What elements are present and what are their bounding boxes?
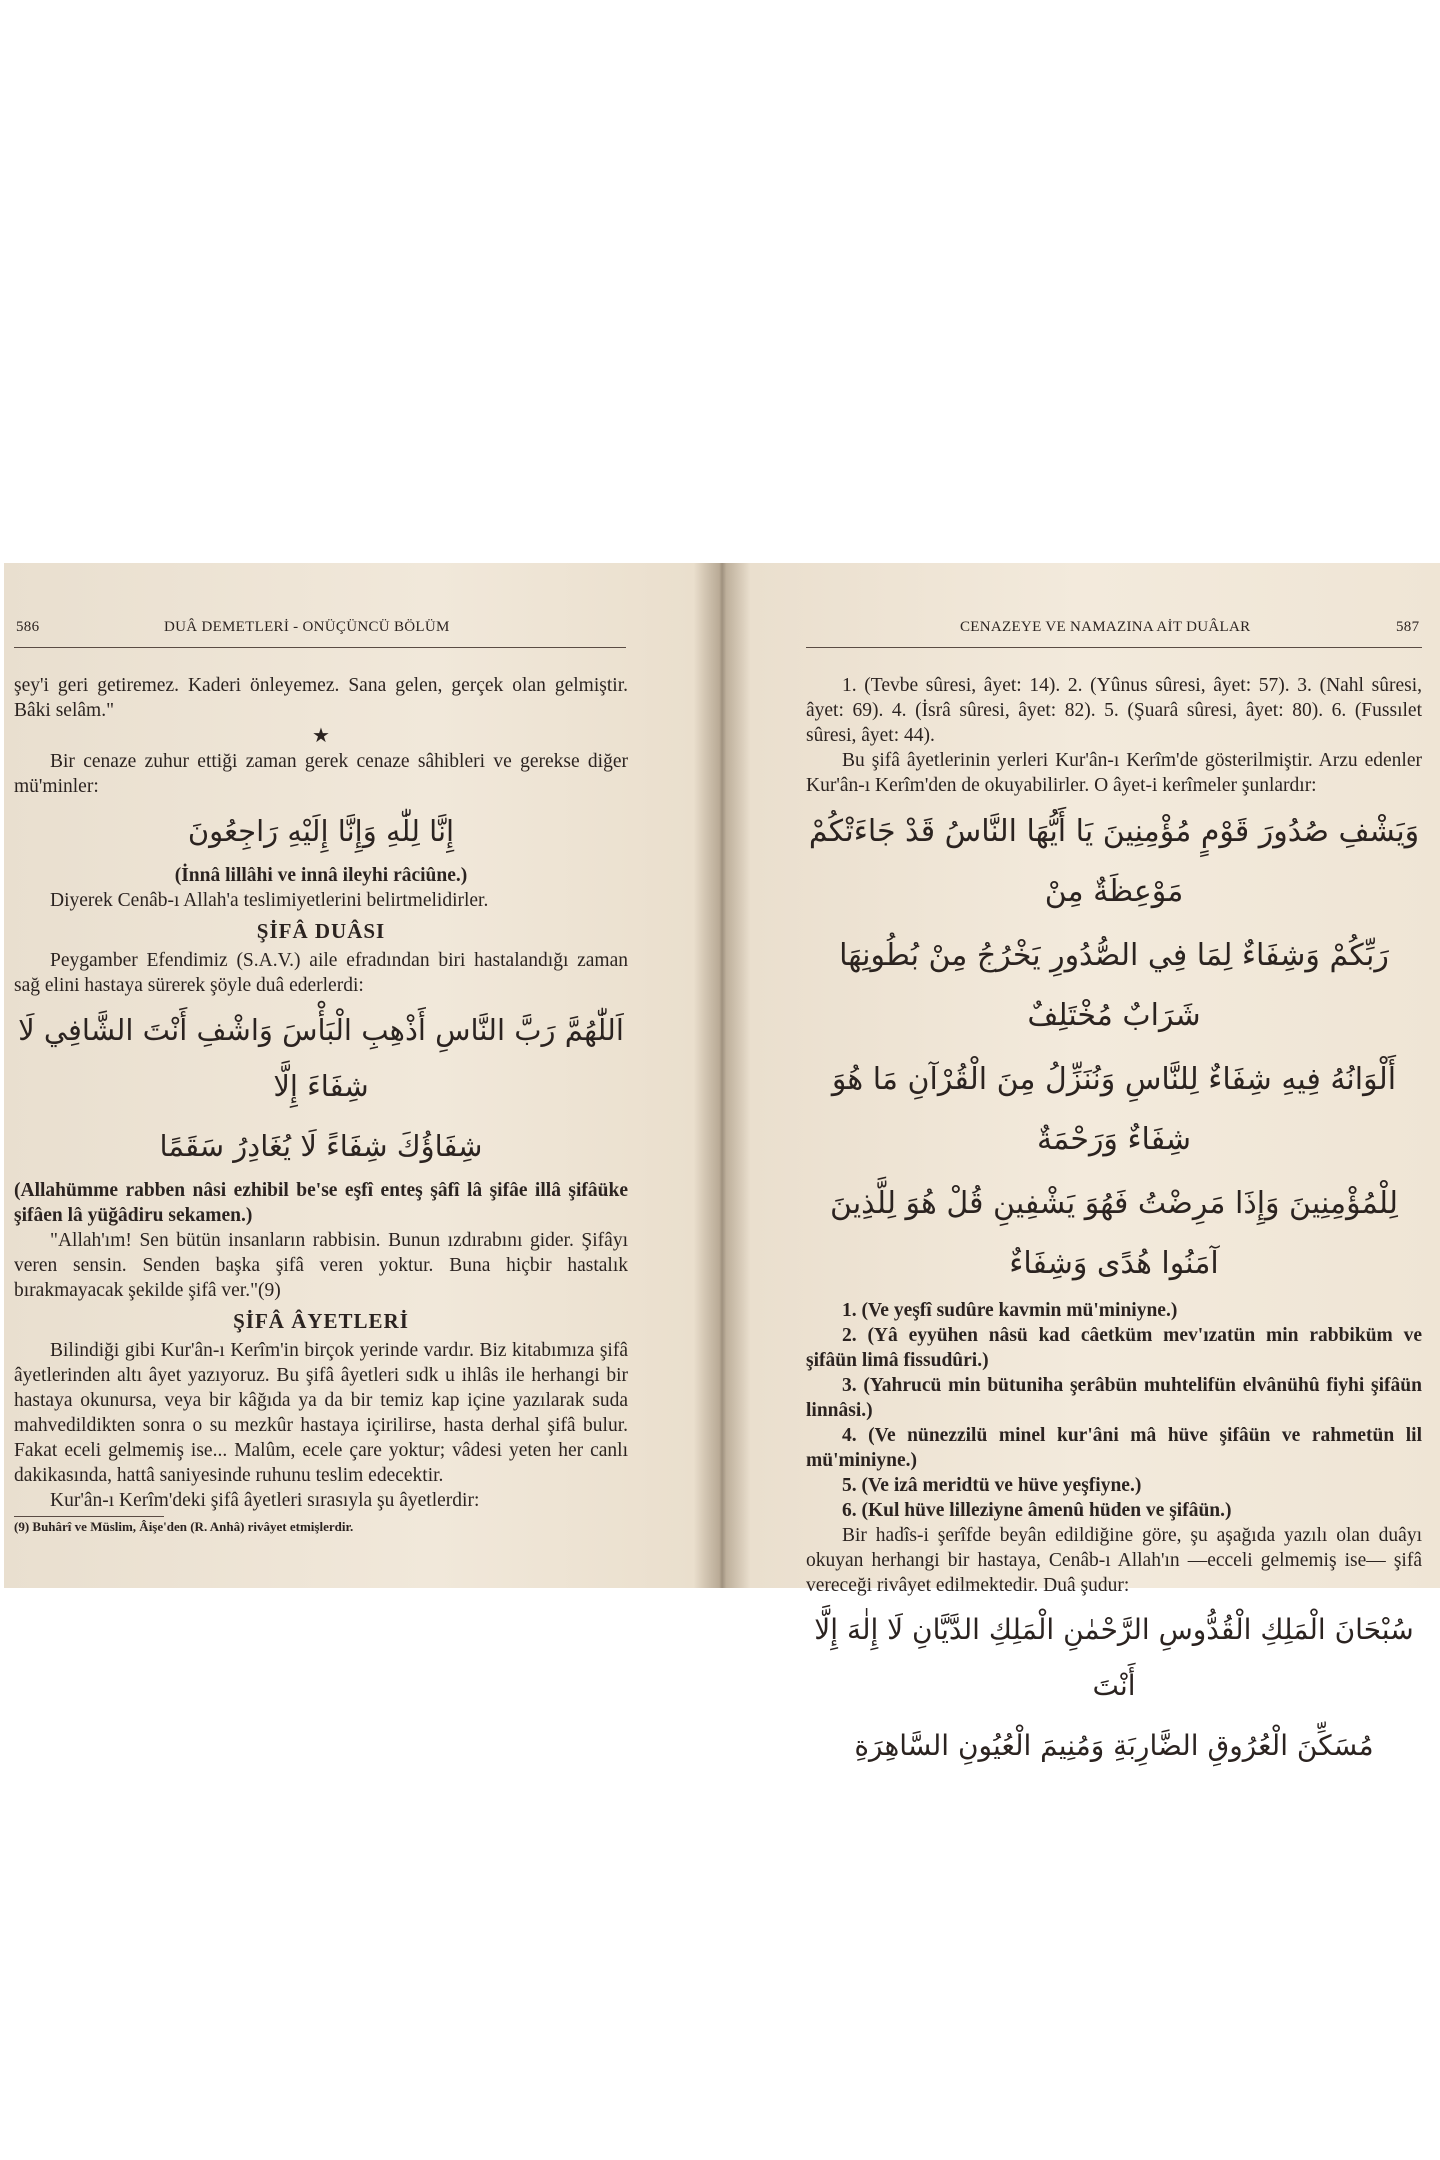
heading-sifa-duasi: ŞİFÂ DUÂSI: [256, 919, 386, 943]
arabic-dua-line-2: مُسَكِّنَ الْعُرُوقِ الضَّارِبَةِ وَمُنِيمَ الْعُيُونِ السَّاهِرَةِ: [854, 1729, 1374, 1762]
right-paragraph-2: Bu şifâ âyetlerinin yerleri Kur'ân-ı Kerîm'de gösterilmiştir. Arzu edenler Kur'ân-ı Kerîm'den de okuyabilirler. O âyet-i kerîmeler şunlardır:: [806, 750, 1422, 796]
footnote-9: (9) Buhârî ve Müslim, Âişe'den (R. Anhâ) rivâyet etmişlerdir.: [14, 1519, 354, 1534]
ayet-transliteration-5: 5. (Ve izâ meridtü ve hüve yeşfiyne.): [842, 1475, 1142, 1496]
arabic-dua-line-1: سُبْحَانَ الْمَلِكِ الْقُدُّوسِ الرَّحْمٰنِ الْمَلِكِ الدَّيَّانِ لَا إِلٰهَ إِلَّا أَنْتَ: [814, 1613, 1414, 1702]
transliteration-1: (İnnâ lillâhi ve innâ ileyhi râciûne.): [174, 865, 468, 886]
ayet-transliteration-3: 3. (Yahrucü min bütuniha şerâbün muhtelifün elvânühû fiyhi şifâün linnâsi.): [806, 1375, 1422, 1421]
left-paragraph-6: Bilindiği gibi Kur'ân-ı Kerîm'in birçok yerinde vardır. Biz kitabımıza şifâ âyetlerinden altı âyet yazıyoruz. Bu şifâ âyetleri sıdk u ihlâs ile herhangi bir hastaya okunursa, veya bir kâğıda ya da bir temiz kap içine yazılarak suda mahvedildikten sonra o su mezkûr hastaya içirilirse, hasta derhal şifâ bulur. Fakat eceli gelmemiş ise... Malûm, ecele çare yoktur; vâdesi yeten her canlı dakikasında, hattâ saniyesinde ruhunu teslim edecektir.: [14, 1340, 628, 1486]
book-spread: [4, 563, 1440, 1762]
star-ornament: ★: [312, 725, 330, 747]
right-paragraph-3: Bir hadîs-i şerîfde beyân edildiğine göre, şu aşağıda yazılı olan duâyı okuyan herhangi bir hastaya, Cenâb-ı Allah'ın —ecceli gelmemiş ise— şifâ vereceği rivâyet edilmektedir. Duâ şudur:: [806, 1525, 1422, 1596]
ayet-transliteration-1: 1. (Ve yeşfî sudûre kavmin mü'miniyne.): [842, 1300, 1178, 1321]
right-running-header: CENAZEYE VE NAMAZINA AİT DUÂLAR: [960, 619, 1251, 635]
transliteration-2: (Allahümme rabben nâsi ezhibil be'se eşfî enteş şâfî lâ şifâe illâ şifâüke şifâen lâ yüğâdiru sekamen.): [14, 1180, 628, 1226]
right-page-number: 587: [1396, 619, 1420, 635]
left-paragraph-1: şey'i geri getiremez. Kaderi önleyemez. Sana gelen, gerçek olan gelmiştir. Bâki selâm.": [14, 675, 628, 721]
left-paragraph-4: Peygamber Efendimiz (S.A.V.) aile efradından biri hastalandığı zaman sağ elini hastaya sürerek şöyle duâ ederlerdi:: [14, 950, 628, 996]
right-paragraph-1: 1. (Tevbe sûresi, âyet: 14). 2. (Yûnus sûresi, âyet: 57). 3. (Nahl sûresi, âyet: 69). 4. (İsrâ sûresi, âyet: 82). 5. (Şuarâ sûresi, âyet: 80). 6. (Fussılet sûresi, âyet: 44).: [806, 675, 1422, 746]
left-paragraph-3: Diyerek Cenâb-ı Allah'a teslimiyetlerini belirtmelidirler.: [50, 890, 489, 911]
left-running-header: DUÂ DEMETLERİ - ONÜÇÜNCÜ BÖLÜM: [164, 619, 450, 635]
left-page-body: [14, 673, 628, 1535]
right-page-body: [806, 673, 1422, 1778]
arabic-ayet-line-1: وَيَشْفِ صُدُورَ قَوْمٍ مُؤْمِنِينَ يَا أَيُّهَا النَّاسُ قَدْ جَاءَتْكُمْ مَوْعِظَةٌ مِنْ: [808, 814, 1420, 909]
ayet-transliteration-6: 6. (Kul hüve lilleziyne âmenû hüden ve şifâün.): [842, 1500, 1232, 1521]
left-paragraph-7: Kur'ân-ı Kerîm'deki şifâ âyetleri sırasıyla şu âyetlerdir:: [50, 1490, 480, 1511]
right-header-rule: [806, 647, 1422, 648]
left-page: [4, 563, 720, 1588]
arabic-ayet-line-2: رَبِّكُمْ وَشِفَاءٌ لِمَا فِي الصُّدُورِ يَخْرُجُ مِنْ بُطُونِهَا شَرَابٌ مُخْتَلِفٌ: [839, 938, 1389, 1033]
heading-sifa-ayetleri: ŞİFÂ ÂYETLERİ: [233, 1309, 409, 1333]
arabic-verse-1: إِنَّا لِلّٰهِ وَإِنَّا إِلَيْهِ رَاجِعُونَ: [187, 814, 455, 848]
left-header-rule: [14, 647, 626, 648]
ayet-transliteration-2: 2. (Yâ eyyühen nâsü kad câetküm mev'ızatün min rabbiküm ve şifâün limâ fissudûri.): [806, 1325, 1422, 1371]
left-page-number: 586: [16, 619, 40, 635]
arabic-ayet-line-4: لِلْمُؤْمِنِينَ وَإِذَا مَرِضْتُ فَهُوَ يَشْفِينِ قُلْ هُوَ لِلَّذِينَ آمَنُوا هُدًى وَشِفَاءٌ: [830, 1186, 1398, 1281]
left-paragraph-5: "Allah'ım! Sen bütün insanların rabbisin. Bunun ızdırabını gider. Şifâyı veren sensin. Senden başka şifâ veren yoktur. Buna hiçbir hastalık bırakmayacak şekilde şifâ ver."(9): [14, 1230, 628, 1301]
ayet-transliteration-4: 4. (Ve nünezzilü minel kur'âni mâ hüve şifâün ve rahmetün lil mü'miniyne.): [806, 1425, 1422, 1471]
arabic-ayet-line-3: أَلْوَانُهُ فِيهِ شِفَاءٌ لِلنَّاسِ وَنُنَزِّلُ مِنَ الْقُرْآنِ مَا هُوَ شِفَاءٌ وَرَحْمَةٌ: [831, 1062, 1397, 1157]
arabic-prayer-line-2: شِفَاؤُكَ شِفَاءً لَا يُغَادِرُ سَقَمًا: [159, 1129, 483, 1163]
left-paragraph-2: Bir cenaze zuhur ettiği zaman gerek cenaze sâhibleri ve gerekse diğer mü'minler:: [14, 751, 628, 797]
right-page: [720, 563, 1440, 1762]
arabic-prayer-line-1: اَللّٰهُمَّ رَبَّ النَّاسِ أَذْهِبِ الْبَأْسَ وَاشْفِ أَنْتَ الشَّافِي لَا شِفَاءَ إِلَّا: [18, 1013, 624, 1103]
footnote-rule: [14, 1516, 164, 1517]
